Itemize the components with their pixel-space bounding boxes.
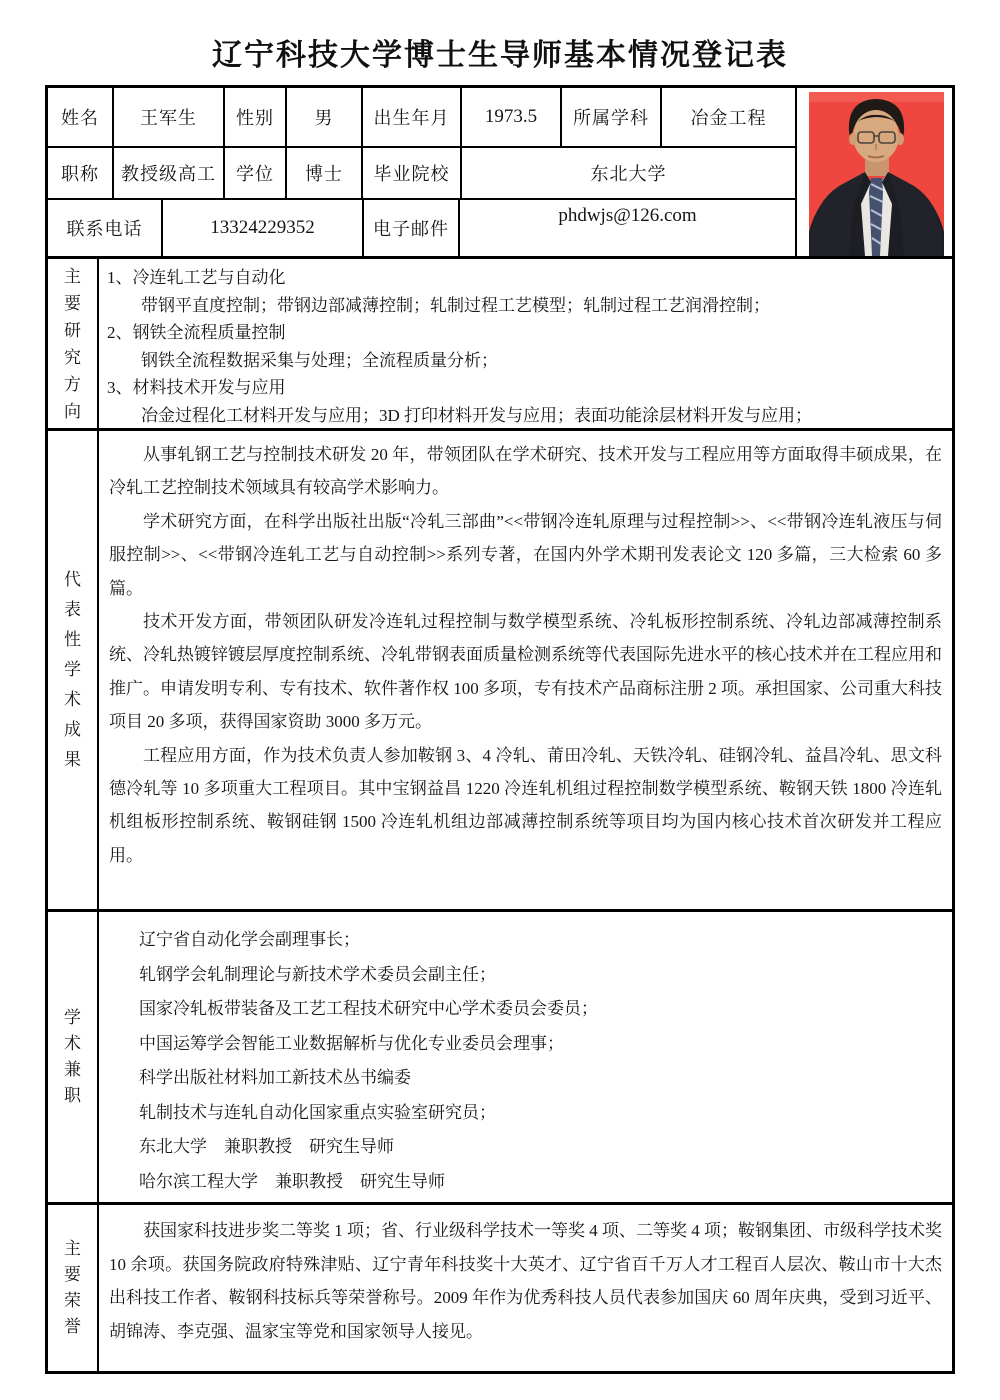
achievements-paragraph-2: 学术研究方面，在科学出版社出版“冷轧三部曲”<<带钢冷连轧原理与过程控制>>、<<带钢冷连轧液压与伺服控制>>、<<带钢冷连轧工艺与自动控制>>系列专著，在国内外学术期刊发表论文 120 多篇，三大检索 60 多篇。 (109, 511, 942, 598)
position-item-8: 哈尔滨工程大学 兼职教授 研究生导师 (139, 1171, 445, 1191)
school-value: 东北大学 (590, 164, 667, 184)
research-item-1-title (107, 264, 944, 292)
academic-achievements-label-cell (48, 431, 99, 909)
position-item-3: 国家冷轧板带装备及工艺工程技术研究中心学术委员会委员； (139, 999, 598, 1018)
research-item-3-no: 3、 (107, 378, 133, 397)
research-item-3-detail: 冶金过程化工材料开发与应用；3D 打印材料开发与应用；表面功能涂层材料开发与应用； (141, 405, 813, 425)
section-main-honors (48, 1205, 952, 1371)
name-value: 王军生 (114, 88, 225, 146)
academic-positions-content (99, 912, 952, 1202)
discipline-label: 所属学科 (562, 88, 662, 146)
research-item-1-no: 1、 (107, 268, 133, 287)
research-item-2-no: 2、 (107, 323, 133, 342)
portrait-photo (795, 88, 952, 256)
gender-label: 性别 (225, 88, 287, 146)
email-label: 电子邮件 (364, 200, 460, 256)
name-label: 姓名 (48, 88, 114, 146)
degree-value: 博士 (287, 148, 363, 198)
gender-value: 男 (287, 88, 363, 146)
research-directions-label-cell (48, 259, 99, 428)
school-label: 毕业院校 (363, 148, 462, 198)
research-directions-label: 主要研究方向 (64, 266, 81, 421)
research-item-2-heading: 钢铁全流程质量控制 (132, 323, 286, 342)
honors-paragraph-1: 获国家科技进步奖二等奖 1 项；省、行业级科学技术一等奖 4 项、二等奖 4 项；鞍钢集团、市级科学技术奖 10 余项。获国务院政府特殊津贴、辽宁青年科技奖十大英才、辽宁省百千万人才工程百人层次、鞍山市十大杰出科技工作者、鞍钢科技标兵等荣誉称号。2009 年作为优秀科技人员代表参加国庆 60 周年庆典，受到习近平、胡锦涛、李克强、温家宝等党和国家领导人接见。 (109, 1221, 942, 1341)
research-item-1-detail: 带钢平直度控制；带钢边部减薄控制；轧制过程工艺模型；轧制过程工艺润滑控制； (141, 295, 770, 315)
birth-label: 出生年月 (363, 88, 462, 146)
discipline-value: 冶金工程 (690, 108, 767, 128)
position-item-6: 轧制技术与连轧自动化国家重点实验室研究员； (139, 1102, 496, 1122)
phone-label: 联系电话 (48, 200, 163, 256)
birth-value: 1973.5 (462, 88, 562, 146)
personal-info-rows (48, 88, 795, 256)
research-item-3-heading: 材料技术开发与应用 (132, 378, 286, 397)
achievements-paragraph-1: 从事轧钢工艺与控制技术研发 20 年，带领团队在学术研究、技术开发与工程应用等方面取得丰硕成果，在冷轧工艺控制技术领域具有较高学术影响力。 (109, 445, 942, 498)
position-item-2: 轧钢学会轧制理论与新技术学术委员会副主任； (139, 964, 496, 984)
academic-positions-label: 学术兼职 (64, 1008, 81, 1105)
position-item-1: 辽宁省自动化学会副理事长； (139, 930, 360, 949)
info-row-1 (48, 88, 795, 148)
position-item-7: 东北大学 兼职教授 研究生导师 (139, 1137, 394, 1156)
academic-positions-label-cell (48, 912, 99, 1202)
position-item-4: 中国运筹学会智能工业数据解析与优化专业委员会理事； (139, 1033, 564, 1053)
prof-title-value: 教授级高工 (114, 148, 225, 198)
info-row-3 (48, 200, 795, 256)
academic-achievements-label: 代表性学术成果 (64, 570, 81, 769)
research-item-3-title (107, 374, 944, 402)
achievements-paragraph-4: 工程应用方面，作为技术负责人参加鞍钢 3、4 冷轧、莆田冷轧、天铁冷轧、硅钢冷轧、益昌冷轧、思文科德冷轧等 10 多项重大工程项目。其中宝钢益昌 1220 冷连轧机组过程控制数学模型系统、鞍钢天铁 1800 冷连轧机组板形控制系统、鞍钢硅钢 1500 冷连轧机组边部减薄控制系统等项目均为国内核心技术首次研发并工程应用。 (109, 745, 942, 865)
email-value: phdwjs@126.com (558, 205, 697, 226)
position-item-5: 科学出版社材料加工新技术丛书编委 (139, 1068, 411, 1087)
research-item-2-title (107, 319, 944, 347)
section-research-directions (48, 259, 952, 431)
main-honors-content (99, 1205, 952, 1371)
main-honors-label-cell (48, 1205, 99, 1371)
prof-title-label: 职称 (48, 148, 114, 198)
info-row-2 (48, 148, 795, 200)
achievements-paragraph-3: 技术开发方面，带领团队研发冷连轧过程控制与数学模型系统、冷轧板形控制系统、冷轧边部减薄控制系统、冷轧热镀锌镀层厚度控制系统、冷轧带钢表面质量检测系统等代表国际先进水平的核心技术并在工程应用和推广。申请发明专利、专有技术、软件著作权 100 多项，专有技术产品商标注册 2 项。承担国家、公司重大科技项目 20 多项，获得国家资助 3000 多万元。 (109, 612, 942, 732)
main-honors-label: 主要荣誉 (64, 1239, 81, 1336)
research-item-2-detail: 钢铁全流程数据采集与处理；全流程质量分析； (141, 350, 498, 370)
research-item-1-heading: 冷连轧工艺与自动化 (132, 268, 286, 287)
registration-table (45, 85, 955, 1374)
section-academic-achievements (48, 431, 952, 912)
personal-info-block (48, 88, 952, 259)
degree-label: 学位 (225, 148, 287, 198)
page-title: 辽宁科技大学博士生导师基本情况登记表 (212, 39, 788, 72)
phone-value: 13324229352 (163, 200, 364, 256)
portrait-photo-graphic (809, 92, 944, 256)
section-academic-positions (48, 912, 952, 1205)
research-directions-content (99, 259, 952, 428)
academic-achievements-content (99, 431, 952, 909)
